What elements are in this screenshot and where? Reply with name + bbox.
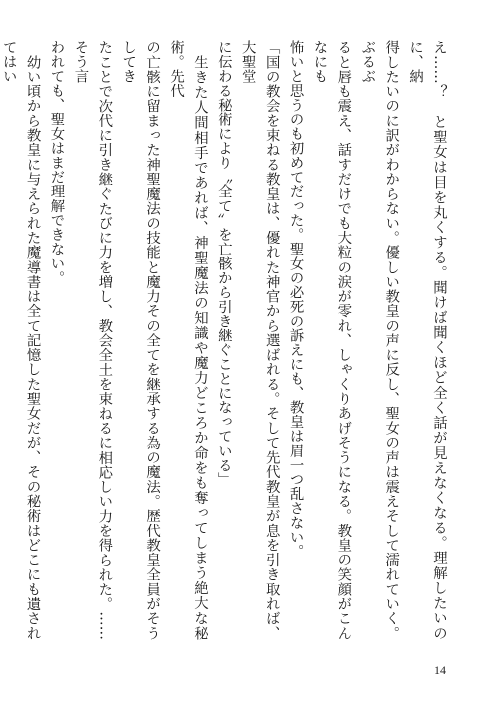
text-column: 生きた人間相手であれば、神聖魔法の知識や魔力どころか命をも奪ってしまう絶大な秘術。先代 bbox=[168, 40, 208, 640]
text-column: 怖いと思うのも初めてだった。聖女の必死の訴えにも、教皇は眉一つ乱さない。 bbox=[287, 40, 304, 559]
text-column: われても、聖女はまだ理解できない。 bbox=[48, 40, 65, 285]
text-column: の亡骸に留まった神聖魔法の技能と魔力その全てを継承する為の魔法。歴代教皇全員がそうしてき bbox=[120, 40, 161, 640]
text-column: ると唇も震え、話すだけでも大粒の涙が零れ、しゃくりあげそうになる。教皇の笑顔がこんなにも bbox=[311, 40, 352, 640]
text-column: 幼い頃から教皇に与えられた魔導書は全て記憶した聖女だが、その秘術はどこにも遺されてはい bbox=[0, 40, 41, 640]
text-column: 得したいのに訳がわからない。優しい教皇の声に反し、聖女の声は震えそして濡れていく。ぶるぶ bbox=[359, 40, 400, 640]
text-column: たことで次代に引き継ぐたびに力を増し、教会全土を束ねるに相応しい力を得られた。……そう言 bbox=[72, 40, 113, 640]
page-number: 14 bbox=[434, 663, 446, 677]
text-column: に伝わる秘術により〝全て〟を亡骸から引き継ぐことになっている」 bbox=[215, 40, 232, 487]
text-column: 「国の教会を束ねる教皇は、優れた神官から選ばれる。そして先代教皇が息を引き取れば、大聖堂 bbox=[239, 40, 280, 640]
vertical-text-body bbox=[0, 40, 450, 640]
text-column: え……？ と聖女は目を丸くする。聞けば聞くほど全く話が見えなくなる。理解したいのに、納 bbox=[407, 40, 447, 640]
